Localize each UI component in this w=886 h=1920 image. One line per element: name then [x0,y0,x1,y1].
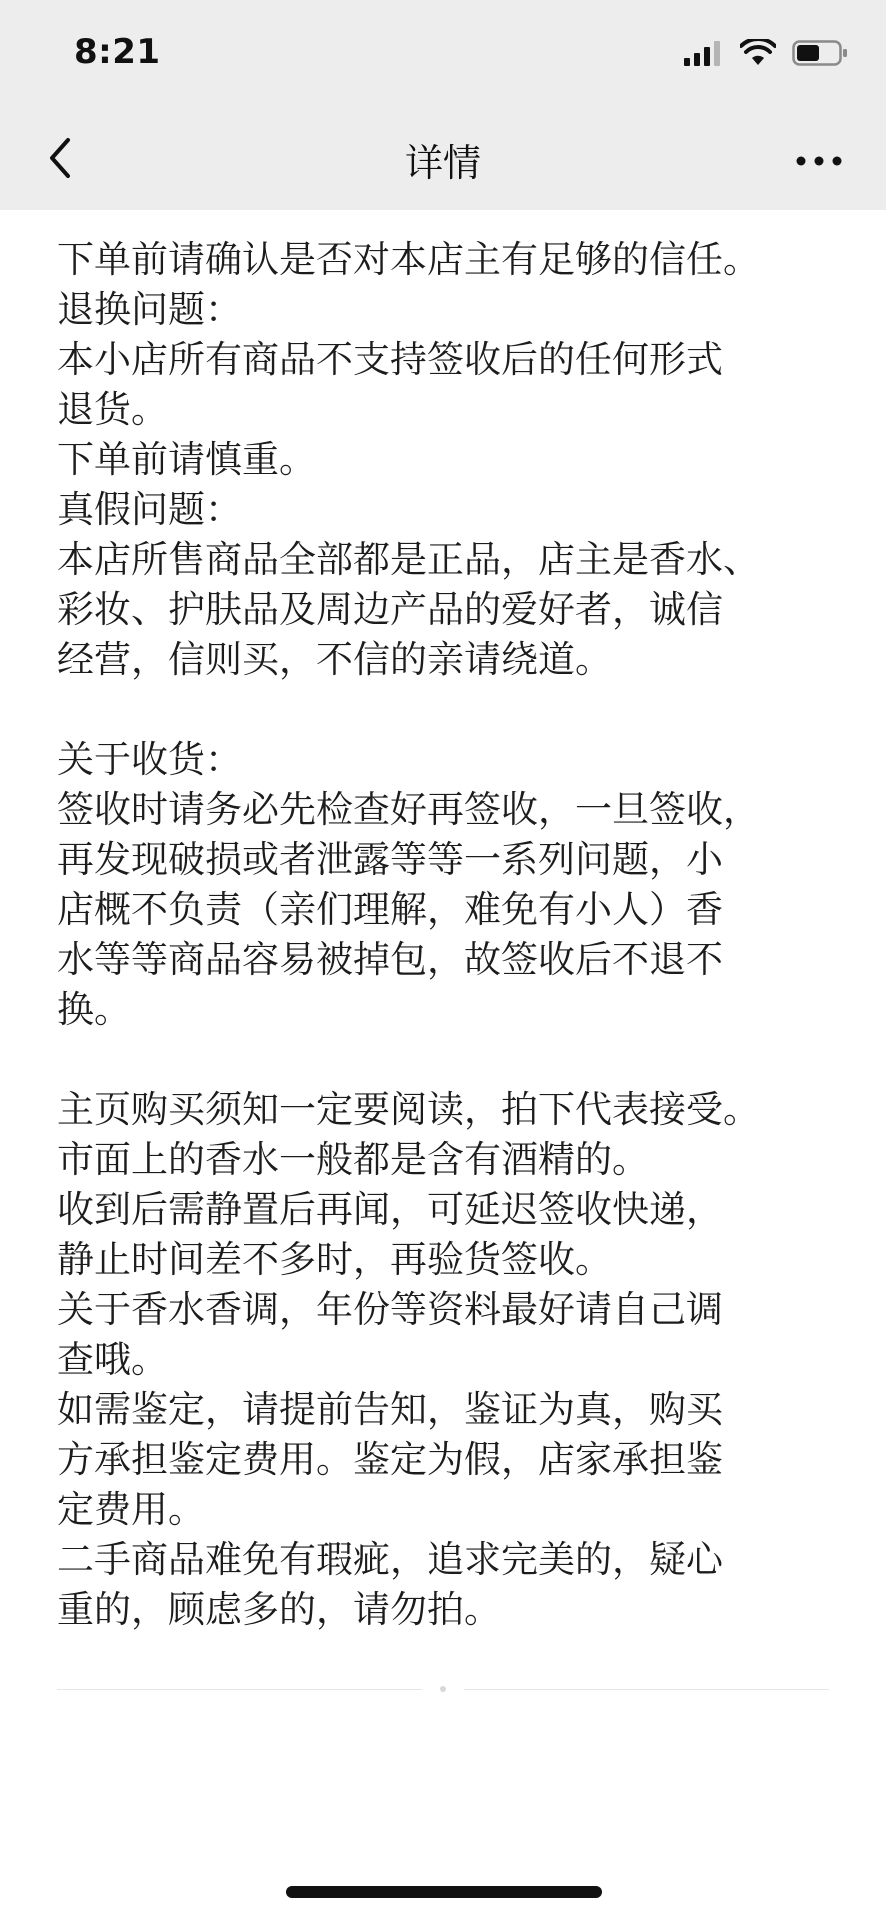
content-line: 店概不负责（亲们理解，难免有小人）香 [57,888,723,931]
wifi-icon [740,39,776,71]
content-line: 查哦。 [57,1338,168,1381]
content-line: 彩妆、护肤品及周边产品的爱好者，诚信 [57,588,723,631]
content-line: 下单前请确认是否对本店主有足够的信任。 [57,238,760,281]
content-line: 本店所售商品全部都是正品，店主是香水、 [57,538,760,581]
content-line: 关于香水香调，年份等资料最好请自己调 [57,1288,723,1331]
content-line: 换。 [57,988,131,1031]
content-line: 市面上的香水一般都是含有酒精的。 [57,1138,649,1181]
status-bar [0,0,886,110]
content-line: 静止时间差不多时，再验货签收。 [57,1238,612,1281]
top-bar [0,0,886,210]
article-content [57,235,837,1635]
more-button[interactable] [784,130,854,190]
content-line: 关于收货： [57,738,242,781]
content-line: 重的，顾虑多的，请勿拍。 [57,1588,501,1631]
content-line: 收到后需静置后再闻，可延迟签收快递， [57,1188,723,1231]
battery-icon [792,39,848,71]
nav-bar [0,110,886,210]
content-line: 二手商品难免有瑕疵，追求完美的，疑心 [57,1538,723,1581]
content-line: 本小店所有商品不支持签收后的任何形式 [57,338,723,381]
content-blank-line [57,685,837,735]
content-line: 真假问题： [57,488,242,531]
content-line: 定费用。 [57,1488,205,1531]
divider-line-right [464,1689,829,1690]
content-line: 水等等商品容易被掉包，故签收后不退不 [57,938,723,981]
content-line: 再发现破损或者泄露等等一系列问题，小 [57,838,723,881]
content-line: 下单前请慎重。 [57,438,316,481]
content-line: 主页购买须知一定要阅读，拍下代表接受。 [57,1088,760,1131]
content-line: 签收时请务必先检查好再签收，一旦签收， [57,788,760,831]
divider-line-left [57,1689,422,1690]
content-line: 经营，信则买，不信的亲请绕道。 [57,638,612,681]
content-line: 退货。 [57,388,168,431]
divider-dot [440,1686,446,1692]
status-icons [684,38,848,72]
home-indicator[interactable] [286,1886,602,1898]
content-line: 方承担鉴定费用。鉴定为假，店家承担鉴 [57,1438,723,1481]
more-horizontal-icon [796,151,842,170]
status-time: 8:21 [74,32,161,72]
content-line: 退换问题： [57,288,242,331]
content-blank-line [57,1035,837,1085]
page-title: 详情 [404,141,481,185]
signal-icon [684,40,724,70]
content-line: 如需鉴定，请提前告知，鉴证为真，购买 [57,1388,723,1431]
end-divider [57,1688,829,1690]
